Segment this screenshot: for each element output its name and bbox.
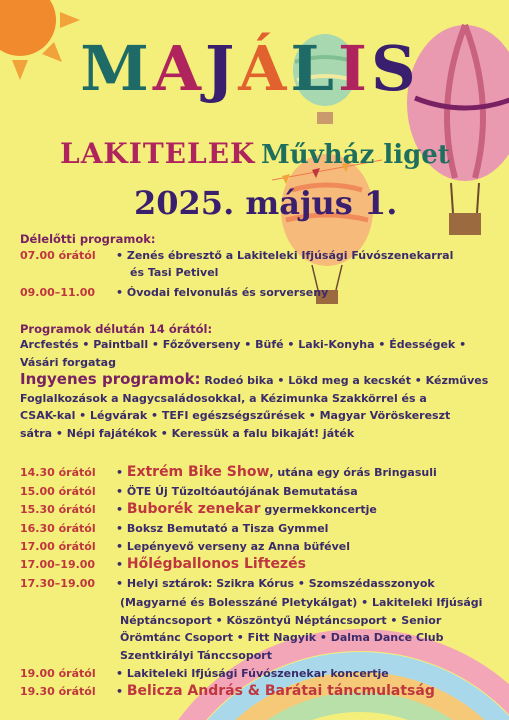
program-text xyxy=(116,666,509,681)
program-text xyxy=(116,684,509,699)
event-date: 2025. május 1. xyxy=(134,184,398,222)
free-programs-label: Ingyenes programok: xyxy=(20,370,201,388)
morning-heading: Délelőtti programok: xyxy=(20,232,156,246)
bullet: • xyxy=(116,685,124,698)
program-text xyxy=(116,502,509,517)
program-highlight: Hőlégballonos Liftezés xyxy=(126,556,306,572)
event-subtitle xyxy=(60,137,450,170)
program-line: Néptáncsoport • Köszöntyű Néptáncsoport • Senior xyxy=(120,613,442,627)
town-name: LAKITELEK xyxy=(60,137,256,170)
bullet: • xyxy=(116,522,124,535)
time-label: 09.00–11.00 xyxy=(20,286,96,299)
title-letter: S xyxy=(371,32,420,105)
program-text: és Tasi Petivel xyxy=(130,266,219,279)
bullet: • xyxy=(116,540,124,553)
title-letter: A xyxy=(152,32,205,105)
venue-name: Művház liget xyxy=(260,140,450,170)
time-label: 17.00 órától xyxy=(20,540,96,553)
program-text xyxy=(116,539,509,554)
title-letter: Á xyxy=(238,32,291,105)
program-line: Vásári forgatag xyxy=(20,355,116,369)
title-letter: J xyxy=(204,32,239,105)
program-rest: Helyi sztárok: Szikra Kórus • Szomszédasszonyok xyxy=(126,577,435,590)
program-line: (Magyarné és Bolesszáné Pletykálgat) • Lakiteleki Ifjúsági xyxy=(120,596,483,609)
program-line: Szentkirályi Tánccsoport xyxy=(120,648,272,662)
bullet: • xyxy=(116,485,124,498)
program-line: Arcfestés • Paintball • Főzőverseny • Büfé • Laki-Konyha • Édességek • xyxy=(20,338,467,351)
program-text: • Óvodai felvonulás és sorverseny xyxy=(116,286,329,299)
title-letter: I xyxy=(338,32,372,105)
program-line: Örömtánc Csoport • Fitt Nagyik • Dalma Dance Club xyxy=(120,631,444,644)
bullet: • xyxy=(116,558,124,571)
time-label: 17.30–19.00 xyxy=(20,577,96,590)
free-programs-line xyxy=(20,371,504,390)
program-text xyxy=(116,557,509,572)
program-highlight: Belicza András & Barátai táncmulatság xyxy=(126,683,435,699)
time-label: 16.30 órától xyxy=(20,522,96,535)
program-line: Rodeó bika • Lökd meg a kecskét • Kézműves xyxy=(200,374,489,387)
local-stars-text xyxy=(120,594,509,664)
program-highlight: Extrém Bike Show xyxy=(126,464,270,480)
program-rest: ÖTE Új Tűzoltóautójának Bemutatása xyxy=(126,485,358,498)
program-text xyxy=(116,484,509,499)
bullet: • xyxy=(116,503,124,516)
time-label: 15.30 órától xyxy=(20,503,96,516)
program-line: CSAK-kal • Légvárak • TEFI egészségszűrések • Magyar Vöröskereszt xyxy=(20,409,451,422)
time-label: 19.00 órától xyxy=(20,667,96,680)
bullet: • xyxy=(116,577,124,590)
afternoon-heading: Programok délután 14 órától: xyxy=(20,322,213,336)
program-rest: gyermekkoncertje xyxy=(260,503,377,516)
afternoon-programs xyxy=(20,336,504,442)
time-label: 17.00–19.00 xyxy=(20,558,96,571)
program-text xyxy=(116,576,509,591)
program-rest: Lakiteleki Ifjúsági Fúvószenekar koncertje xyxy=(126,667,389,680)
program-line: Foglalkozások a Nagycsaládosokkal, a Kézimunka Szakkörrel és a xyxy=(20,391,427,405)
program-text: • Zenés ébresztő a Lakiteleki Ifjúsági Fúvószenekarral xyxy=(116,249,454,262)
program-text xyxy=(116,521,509,536)
program-highlight: Buborék zenekar xyxy=(126,501,261,517)
bullet: • xyxy=(116,466,124,479)
time-label: 15.00 órától xyxy=(20,485,96,498)
bullet: • xyxy=(116,667,124,680)
program-rest: , utána egy órás Bringasuli xyxy=(269,466,437,479)
program-rest: Boksz Bemutató a Tisza Gymmel xyxy=(126,522,329,535)
title-letter: M xyxy=(80,32,153,105)
title-letter: L xyxy=(290,32,338,105)
time-label: 19.30 órától xyxy=(20,685,96,698)
program-line: sátra • Népi fajátékok • Keressük a falu bikaját! játék xyxy=(20,426,355,440)
time-label: 14.30 órától xyxy=(20,466,96,479)
time-label: 07.00 órától xyxy=(20,249,96,262)
event-title xyxy=(20,32,480,105)
program-text xyxy=(116,465,509,480)
program-rest: Lepényevő verseny az Anna büfével xyxy=(126,540,351,553)
